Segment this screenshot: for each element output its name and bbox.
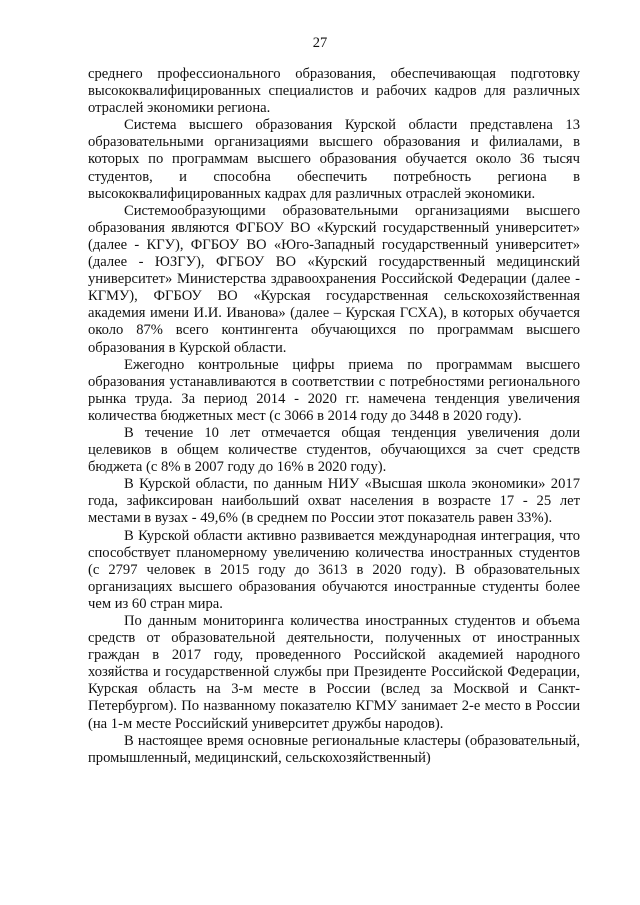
text-body: [88, 66, 580, 767]
paragraph-higher-education-system: Система высшего образования Курской области представлена 13 образовательными организациями высшего образования и филиалами, в которых по программам высшего образования обучается около 36 тысяч студентов, и способна обеспечить потребность региона в высококвалифицированных кадрах для различных отраслей экономики.: [88, 117, 580, 202]
paragraph-hse-coverage: В Курской области, по данным НИУ «Высшая школа экономики» 2017 года, зафиксирован наибольший охват населения в возрасте 17 - 25 лет местами в вузах - 49,6% (в среднем по России этот показатель равен 33%).: [88, 476, 580, 527]
paragraph-core-universities: Системообразующими образовательными организациями высшего образования являются ФГБОУ ВО «Курский государственный университет» (далее - КГУ), ФГБОУ ВО «Юго-Западный государственный университет» (далее - ЮЗГУ), ФГБОУ ВО «Курский государственный медицинский университет» Министерства здравоохранения Российской Федерации (далее - КГМУ), ФГБОУ ВО «Курская государственная сельскохозяйственная академия имени И.И. Иванова» (далее – Курская ГСХА), в которых обучается около 87% всего контингента обучающихся по программам высшего образования в Курской области.: [88, 202, 580, 356]
paragraph-admission-figures: Ежегодно контрольные цифры приема по программам высшего образования устанавливаются в соответствии с потребностями регионального рынка труда. За период 2014 - 2020 гг. намечена тенденция увеличения количества бюджетных мест (с 3066 в 2014 году до 3448 в 2020 году).: [88, 356, 580, 424]
page-number: 27: [312, 35, 328, 51]
paragraph-monitoring-ranking: По данным мониторинга количества иностранных студентов и объема средств от образовательной деятельности, полученных от иностранных граждан в 2017 году, проведенного Российской академией народного хозяйства и государственной службы при Президенте Российской Федерации, Курская область на 3-м месте в России (вслед за Москвой и Санкт-Петербургом). По названному показателю КГМУ занимает 2-е место в России (на 1-м месте Российский университет дружбы народов).: [88, 613, 580, 732]
paragraph-regional-clusters: В настоящее время основные региональные кластеры (образовательный, промышленный, медицинский, сельскохозяйственный): [88, 732, 580, 766]
paragraph-international-integration: В Курской области активно развивается международная интеграция, что способствует планомерному увеличению количества иностранных студентов (с 2797 человек в 2015 году до 3613 в 2020 году). В образовательных организациях высшего образования обучаются иностранные студенты более чем из 60 стран мира.: [88, 527, 580, 612]
paragraph-targeted-students: В течение 10 лет отмечается общая тенденция увеличения доли целевиков в общем количестве студентов, обучающихся за счет средств бюджета (с 8% в 2007 году до 16% в 2020 году).: [88, 424, 580, 476]
paragraph-continuation: среднего профессионального образования, обеспечивающая подготовку высококвалифицированных специалистов и рабочих кадров для различных отраслей экономики региона.: [88, 66, 580, 117]
